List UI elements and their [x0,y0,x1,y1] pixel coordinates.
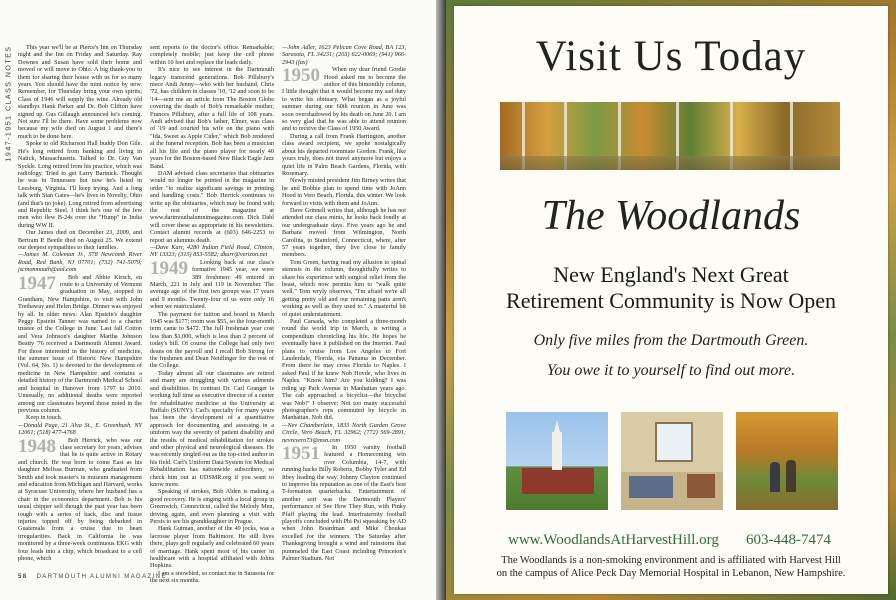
note-paragraph: This year we'll be at Pierce's Inn on Thursday night and the Inn on Friday and Saturday. Ray Downes and Susan have sold their home and moved or will move to Ohio. A big thank-you to them for sharing their house with us for so many years. You should have the mini notice by now. Remember, for Thursday bring your own spirits; Class of 1946 will supply the wine. Already old standbys Hank Parker and Dr. Bob Clifton have signed up. Gus Gillaugh announced he's coming. Not sure I'll be there. Have some problems now because my wife died on August 1 and there's much to be done here. [18,44,142,140]
note-paragraph: Tom Green, having read my allusion to spinal stenosis in the column, thoughtfully writes to share his experience with surgical relief from the beast, which now permits him to "walk quite well." Tom wryly observes, "I'm afraid we're all getting pretty old and our remaining parts aren't working as well as they used to." A masterful bit of quiet understatement. [282,258,406,318]
secretary-signature: —James M. Coleman Jr., 578 Newcomb River Road, Red Bank, NJ 07701; (732) 741-5079; jscmonmouth@aol.com [18,251,142,274]
class-year-section [18,274,142,415]
note-paragraph: Hank Gutman, another of the 49 jocks, was a lacrosse player from Baltimore. He still lives there, plays golf regularly and celebrated 60 years of marriage. Hank spent most of his career in healthcare with a hospital affiliated with Johns Hopkins. [150,525,274,570]
secretary-signature: —Nev Chamberlain, 1833 North Garden Grove Circle, Vero Beach, FL 32962; (772) 569-2891; nevrevero73@msn.com [282,421,406,444]
note-paragraph: Today almost all our classmates are retired and many are struggling with various ailments and disabilities. In contrast Dr. Carl Granger is working full time as executive director of a center for rehabilitative medicine at the University at Buffalo (SUNY). Carl's specialty for many years has been the development of a quantitative approach for documenting and assessing in a uniform way the severity of patient disability and the results of medical rehabilitation for strokes and other physical and neurological diseases. He was recently singled out as the top-cited author in his field. Carl's Uniform Data System for Medical Rehabilitation has nationwide subscribers, so check him out at UDSMR.org if you want to know more. [150,369,274,488]
class-year-1949: 1949 [150,257,188,279]
ad-tagline-line2: Retirement Community is Now Open [506,288,836,313]
note-paragraph: In 1950 varsity football featured a Homecoming win over Columbia, 14-7, with running backs Billy Roberts, Bobby Tyler and Ed Itbey leading the way. Johnny Clayton continued to improve his reputation as one of the East's best T-formation quarterbacks. Entertainment of another sort was the Dartmouth Players' performance of See How They Run, with Pinky Pfaff playing the lead. Interfraternity football playoffs concluded with Phi Psi squeaking by AD when John Boardman and Mike Choukas excelled for the winners. The Saturday after Thanksgiving brought a wind and rainstorm that pummeled the East Coast including Princeton's Palmer Stadium. Not [282,443,406,563]
note-paragraph: During a call from Frank Harrington, another class award recipient, we spoke nostalgically about his departed roommate Gordon. Frank, like yours truly, does not travel anymore but enjoys a quiet life in Palm Beach Gardens, Florida, with Rosemary. [282,132,406,177]
note-paragraph: Our James died on December 23, 2009, and Bertram P. Beetle died on August 25. We extend our deepest sympathies to their families. [18,229,142,251]
class-year-section [150,259,274,311]
page-folio [18,574,167,580]
class-year-section [18,437,142,563]
couple-walking-photo [736,412,838,510]
ad-headline: Visit Us Today [535,33,807,80]
note-paragraph: I am a snowbird, so contact me in Sarasota for the next six months. [150,569,274,585]
note-paragraph: Spoke to old Richarson Hall buddy Don Gile. He's long retired from banking and living in Natick, Massachusetts. Talked to Dr. Guy Van Syckle. Long retired from his practice, which was radiology. Tried to get Larry Bartnick. Thought he was in Tennessee but now he's listed in Leesburg, Virginia. I'll keep trying. And a long talk with Stan Gates—he's lives in Novelty, Ohio (and that's no joke). Long retired from advertising and Republic Steel. I think he's one of the few men who flew B-24s over the "Hump" in India during WW II. [18,140,142,229]
ad-fine-print-line1: The Woodlands is a non-smoking environment and is affiliated with Harvest Hill [501,555,841,566]
secretary-signature: —Dave Kurr, 4280 Indian Field Road, Clinton, NY 13323; (315) 853-5582; dkurr@verizon.net [150,243,274,259]
page-gutter [436,0,446,600]
note-paragraph: DAM advised class secretaries that obituaries would no longer be printed in the magazine in order "to realize significant savings in printing and handling costs." Bob Herrick continues to write up the obituaries, which may be found with the rest of the magazine at www.dartmouthalumnimagazine.com. Dick Dahl will cover these as appropriate in his newsletters. Contact alumni records at (603) 646-2253 to report an alumnus death. [150,169,274,244]
note-paragraph: Speaking of strokes, Bob Alden is making a good recovery. He is singing with a local group in Greenwich, Connecticut, called the Melody Men, driving again, and even planning a visit with Persis to see his granddaughter in Prague. [150,488,274,525]
column-1 [18,44,142,562]
secretary-signature: —Donald Page, 21 Alva St., E. Greenbush, NY 12061; (518) 477-4768 [18,421,142,437]
note-paragraph: When my dear friend Gordie Hood asked me to become the author of this bimonthly column, I little thought that it would become my sad duty to write his obituary. What began as a joyful summer during our 60th reunion in June was soon overshadowed by his death on June 20. I am so very glad that he was able to attend reunion and to receive the Class of 1950 Award. [282,66,406,133]
magazine-title: DARTMOUTH ALUMNI MAGAZINE [36,574,167,580]
living-room-interior-photo [621,412,723,510]
note-paragraph: Bob and Abbie Kirsch, en route to a University of Vermont graduation in May, stopped in Grantham, New Hampshire, to visit with John Trethaway and Helen Bridge. Dinner was enjoyed by all. In older news: Alan Epstein's daughter Peggy Epstein Tanner was named to a charter trustee of the College in June. Last fall Cotton and Vera Johnson's daughter Martha Johnson Beatty '76 received a Dartmouth Alumni Award. For those interested in the history of medicine, the summer issue of Historic New Hampshire (Vol. 64, No. 1) is devoted to the development of medicine in New Hampshire and contains a detailed history of the Dartmouth Medical School and hospital in Hanover from 1797 to 2010. Unusually, no additional deaths were reported among our classmates beyond those noted in the previous column. [18,273,143,414]
note-paragraph: The payment for tuition and board in March 1945 was $177; room was $55, so the four-month term came to $472. The full freshman year cost less than $1,000, which is less than 2 percent of today's bill. Of course the College had only two deans on the payroll and I recall Bob Strong for the freshmen and Dean Neidlinger for the rest of the College. [150,310,274,370]
ad-community-name: The Woodlands [541,193,801,239]
column-2 [150,44,274,585]
woodlands-advertisement [454,6,888,594]
ad-call-to-action: You owe it to yourself to find out more. [546,362,796,379]
ad-fine-print [454,554,888,580]
note-paragraph: sent reports to the doctor's office. Remarkable; completely mobile; just keep the cell phone within 10 feet and replace the leads daily. [150,44,274,66]
clock-tower-building-photo [506,412,608,510]
class-notes-side-label: 1947-1951 CLASS NOTES [5,45,13,162]
class-year-1951: 1951 [282,442,320,464]
ad-tagline [454,262,888,314]
class-year-1950: 1950 [282,65,320,87]
left-page [0,0,436,600]
ad-tagline-line1: New England's Next Great [553,262,789,287]
ad-distance: Only five miles from the Dartmouth Green. [533,332,809,349]
class-year-section [282,66,406,133]
note-paragraph: Keep in touch. [26,414,63,422]
birch-trees-photo [500,102,840,170]
note-paragraph: Looking back at our class's formative 1945 year, we were 389 freshmen: 49 entered in March, 221 in July and 119 in November. The average age of the first two groups was 17 years and 9 months. Twenty-four of us were only 16 when we matriculated. [150,258,274,311]
note-paragraph: Bob Herrick, who was our class secretary for years, advises that he is quite active in Rotary and church. He was born to come East as his daughter Melissa Burman, who graduated from Smith and took master's in museum management and education from Michigan and Harvard, works at Syracuse University, where her husband has a chair in the economics department. Bob is his usual chipper self though the past year has been tough with a series of back, disc and tissue injuries topped off by being debarked in Guatemala from a cruise due to heart irregularities. Back in California he was monitored by a three-week continuous EKG with four leads into a chip, which broadcast to a cell phone, which [18,436,142,563]
ad-fine-print-line2: on the campus of Alice Peck Day Memorial Hospital in Lebanon, New Hampshire. [496,568,846,579]
page-number: 58 [18,574,28,580]
note-paragraph: Newly minted president Jim Birney writes that he and Bobbie plan to spend time with JoAnn Hood in Vero Beach, Florida, this winter. We look forward to visits with them and JoAnn. [282,177,406,207]
ad-phone-number: 603-448-7474 [746,532,831,548]
ad-website-link[interactable]: www.WoodlandsAtHarvestHill.org [508,532,719,548]
note-paragraph: Paul Carsada, who completed a three-month round the world trip in March, is writing a compendium chronicling his life. He hopes he eventually have it published on the Internet. Paul plans to cruise from Los Angeles to Fort Lauderdale, Florida, via Panama in December. From there he may cross Florida to Naples. I asked Paul if he knew Nob Hovde, who lives in Naples. "Know him? Are you kidding? I was riding up Park Avenue in Manhattan years ago. The cab approached a bicyclist—the bicyclist was Nob!" I observe: Not too many successful photographer's reps commuted by bicycle in Manhattan. Nob did. [282,318,406,422]
note-paragraph: Dave Grinnell writes that, although he has not attended our class minis, he looks back fondly at our undergraduate days. Five years ago he and Barbara moved from Wilmington, North Carolina, to Stamford, Connecticut, where, after 57 years together, they live close to family members. [282,206,406,259]
class-year-1947: 1947 [18,272,56,294]
column-3 [282,44,406,562]
class-year-1948: 1948 [18,435,56,457]
class-year-section [282,444,406,563]
secretary-signature: —John Adler, 1623 Pelican Cove Road, BA 123, Sarasota, FL 34231; (203) 622-0069; (941) 966-2943 (fax) [282,44,406,66]
note-paragraph: It's nice to see interest in the Dartmouth legacy transcend generations. Bob Pillsbury's niece Andi Jenny—who with her husband, Chris '72, has children in classes '10, '12 and soon to be '14—sent me an article from The Boston Globe covering the death of Bob's remarkable mother, Frances Pillsbury, after a full life of 108 years. Andi advised that Bob's father, Elmer, was class of '19 and courted his wife on the piano with "Ida, Sweet as Apple Cider," which Bob rendered at the funeral reception. Bob has been a musician all his life and the piano player for nearly 40 years for the Boston-based New Black Eagle Jazz Band. [150,66,274,170]
